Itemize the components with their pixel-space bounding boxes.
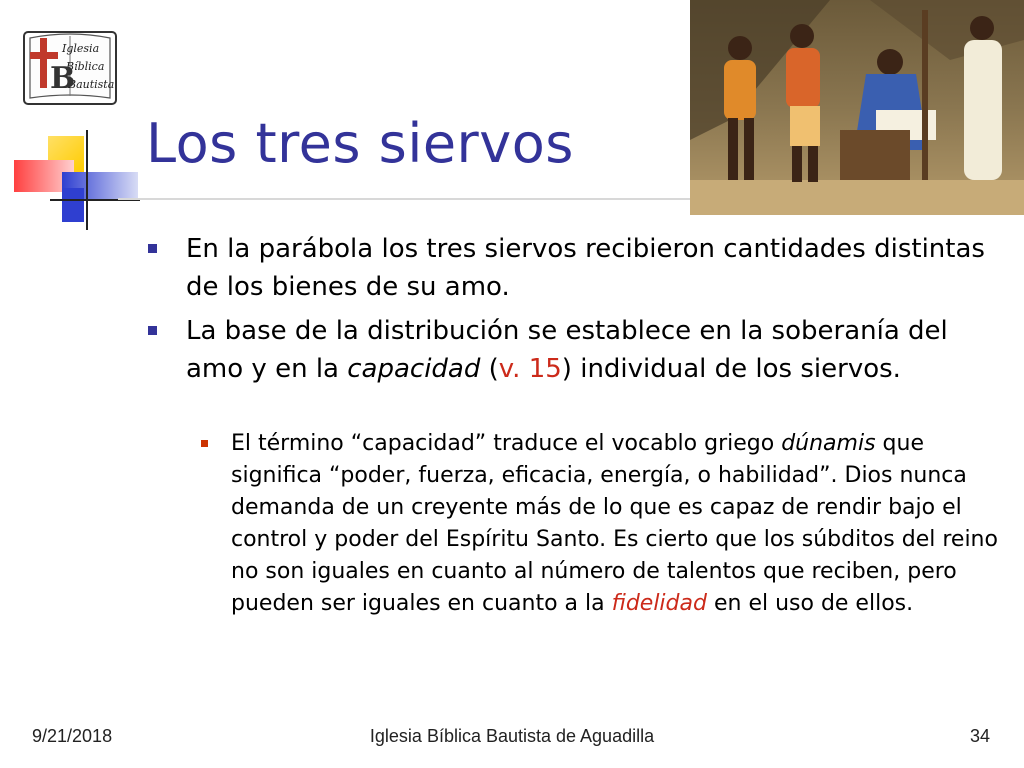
verse-ref-v: v. [498, 354, 521, 384]
svg-text:B: B [50, 61, 76, 96]
bullet-2-italic: capacidad [347, 354, 481, 384]
logo-text-2: Bíblica [66, 60, 105, 73]
bullet-2-text-before: La base de la distribución se establece en la soberanía del amo y en la [186, 316, 948, 384]
bullet-2-paren-close: ) [561, 354, 572, 384]
bullet-marker [148, 326, 157, 335]
bullet-1 [186, 230, 986, 306]
sub-bullet-part-1: El término “capacidad” traduce el vocablo griego [231, 431, 775, 456]
sub-bullet-marker [201, 440, 208, 447]
logo-text-1: Iglesia [62, 42, 100, 55]
slide-number: 34 [969, 726, 990, 746]
sub-bullet [231, 428, 1001, 620]
logo-text-3: Bautista [68, 78, 115, 91]
bullet-1-text: En la parábola los tres siervos recibieron cantidades distintas de los bienes de su amo. [186, 234, 985, 302]
verse-ref-num: 15 [528, 354, 562, 384]
bullet-2 [186, 312, 986, 388]
sub-bullet-italic-1: dúnamis [781, 431, 876, 456]
footer-date: 9/21/2018 [32, 726, 113, 746]
bullet-2-paren-open: ( [488, 354, 499, 384]
sub-bullet-part-3: en el uso de ellos. [713, 591, 914, 616]
sub-bullet-italic-2: fidelidad [611, 591, 707, 616]
sub-bullet-part-2: que significa “poder, fuerza, eficacia, energía, o habilidad”. Dios nunca demanda de un creyente más de lo que es capaz de rendir bajo el control y poder del Espíritu Santo. Es cierto que los súbditos del reino no son iguales en cuanto al número de talentos que reciben, pero pueden ser iguales en cuanto a la [231, 431, 998, 616]
slide-title: Los tres siervos [146, 112, 574, 175]
bullet-marker [148, 244, 157, 253]
footer-organization: Iglesia Bíblica Bautista de Aguadilla [369, 726, 655, 746]
bullet-2-text-after: individual de los siervos. [580, 354, 901, 384]
